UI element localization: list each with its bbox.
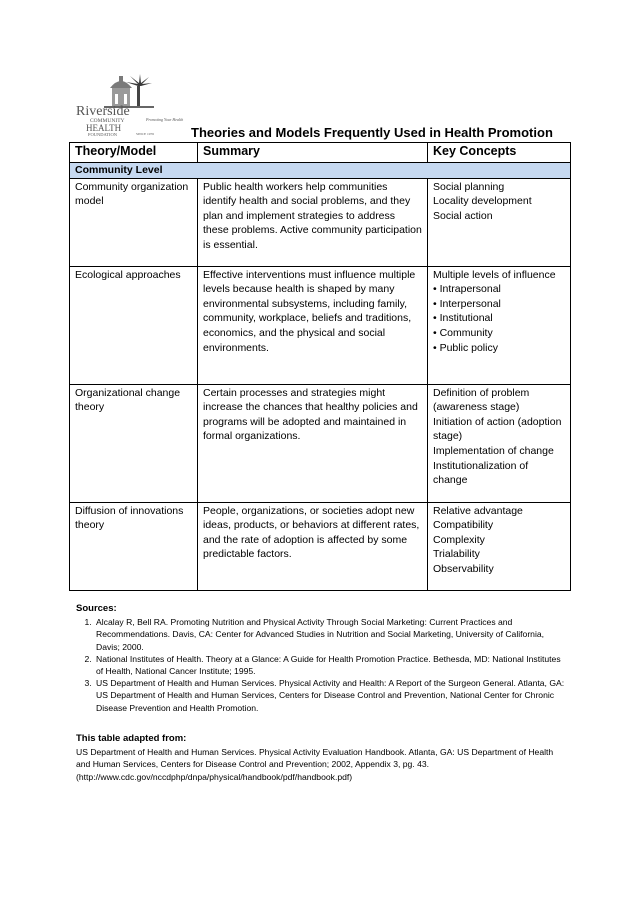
concept-item: Institutionalization of change: [433, 459, 529, 487]
adapted-heading: This table adapted from:: [76, 733, 187, 744]
summary-cell: Public health workers help communities identify health and social problems, and they plan and implement strategies to address these problems. Active community participation is essential.: [198, 178, 428, 266]
theory-cell: Ecological approaches: [70, 266, 198, 384]
source-item: 2. National Institutes of Health. Theory at a Glance: A Guide for Health Promotion Practice. Bethesda, MD: National Institutes of Health, National Cancer Institute; 1995.: [94, 653, 566, 677]
logo-name-line4: FOUNDATION: [88, 132, 117, 137]
concepts-cell: [428, 178, 571, 266]
table-row: [70, 502, 571, 590]
logo-name-line3: HEALTH: [86, 123, 122, 133]
table-row: [70, 266, 571, 384]
concept-item: • Interpersonal: [433, 297, 501, 310]
concept-item: • Public policy: [433, 341, 498, 354]
concept-item: Multiple levels of influence: [433, 268, 556, 281]
adapted-section: [76, 733, 568, 783]
concept-item: Locality development: [433, 195, 532, 208]
source-item: 3. US Department of Health and Human Services. Physical Activity and Health: A Report of the Surgeon General. Atlanta, GA: US Department of Health and Human Services, Centers for Disease Control and Prevention, National Center for Chronic Disease Prevention and Health Promotion.: [94, 677, 566, 714]
concept-item: Implementation of change: [433, 444, 554, 457]
theory-cell: Organizational change theory: [70, 384, 198, 502]
table-header-row: [70, 143, 571, 163]
logo-tagline: Promoting Your Health: [146, 117, 184, 122]
concept-item: Relative advantage: [433, 504, 523, 517]
table-row: [70, 178, 571, 266]
header-summary: Summary: [198, 143, 428, 163]
theories-table: [69, 142, 571, 591]
concept-item: Social action: [433, 209, 493, 222]
logo-name-line1: Riverside: [76, 104, 130, 119]
document-title: Theories and Models Frequently Used in Health Promotion: [191, 125, 553, 140]
concepts-cell: [428, 502, 571, 590]
logo-name-line2: COMMUNITY: [90, 118, 125, 124]
summary-cell: People, organizations, or societies adopt new ideas, products, or behaviors at different rates, and the rate of adoption is affected by some predictable factors.: [198, 502, 428, 590]
sources-heading: Sources:: [76, 603, 117, 614]
concept-item: • Institutional: [433, 312, 493, 325]
logo-since: SINCE 1976: [136, 132, 154, 136]
source-item: 1. Alcalay R, Bell RA. Promoting Nutrition and Physical Activity Through Social Marketing: Current Practices and Recommendations. Davis, CA: Center for Advanced Studies in Nutrition and Social Marketing, University of California, Davis; 2000.: [94, 616, 566, 653]
theory-cell: Community organization model: [70, 178, 198, 266]
theory-cell: Diffusion of innovations theory: [70, 502, 198, 590]
concept-item: Definition of problem (awareness stage): [433, 386, 530, 414]
adapted-url: (http://www.cdc.gov/nccdphp/dnpa/physical/handbook/pdf/handbook.pdf): [76, 771, 353, 782]
section-label: Community Level: [70, 163, 571, 179]
concept-item: Social planning: [433, 180, 505, 193]
concepts-cell: [428, 266, 571, 384]
summary-cell: Certain processes and strategies might increase the chances that healthy policies and programs will be adopted and maintained in formal organizations.: [198, 384, 428, 502]
concept-item: Observability: [433, 562, 494, 575]
section-row: [70, 163, 571, 179]
concept-item: • Intrapersonal: [433, 283, 501, 296]
concept-item: Trialability: [433, 548, 480, 561]
concept-item: Initiation of action (adoption stage): [433, 415, 562, 443]
sources-section: [76, 603, 566, 714]
foundation-logo: [74, 72, 194, 138]
table-row: [70, 384, 571, 502]
sources-list: [76, 616, 566, 714]
adapted-text: US Department of Health and Human Services. Physical Activity Evaluation Handbook. Atlanta, GA: US Department of Health and Human Services, Centers for Disease Control and Prevention; 2002, Appendix 3, pg. 43.: [76, 747, 554, 770]
concept-item: Compatibility: [433, 519, 494, 532]
concept-item: • Community: [433, 326, 493, 339]
concepts-cell: [428, 384, 571, 502]
header-theory-model: Theory/Model: [70, 143, 198, 163]
summary-cell: Effective interventions must influence multiple levels because health is shaped by many environmental subsystems, including family, community, workplace, beliefs and traditions, economics, and the physical and social environments.: [198, 266, 428, 384]
concept-item: Complexity: [433, 533, 485, 546]
header-key-concepts: Key Concepts: [428, 143, 571, 163]
